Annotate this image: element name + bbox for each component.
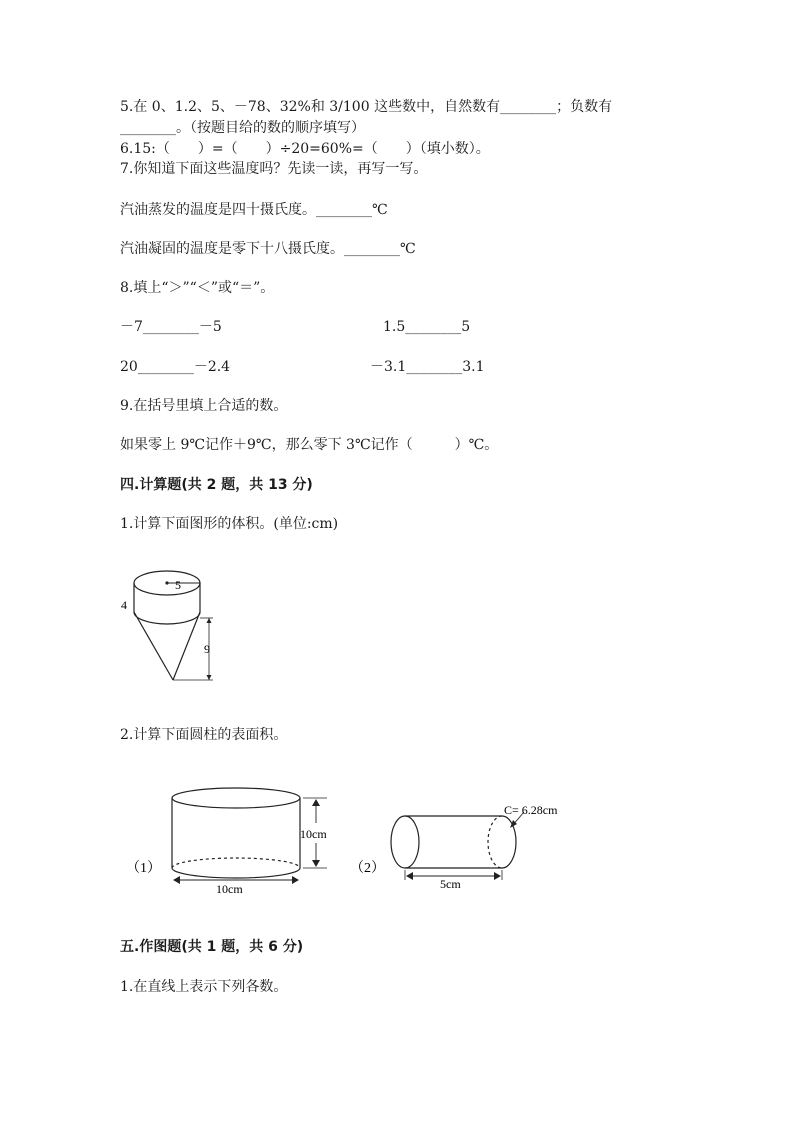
section5-p1: 1.在直线上表示下列各数。	[120, 979, 288, 995]
cylinder-height-label: 4	[121, 598, 127, 612]
section4-p2: 2.计算下面圆柱的表面积。	[120, 727, 288, 743]
q8-question: 8.填上“＞”“＜”或“＝”。	[120, 280, 275, 296]
diameter-label: 10cm	[216, 882, 243, 896]
figure-label-2: （2）	[350, 861, 385, 876]
section4-p1: 1.计算下面图形的体积。(单位:cm)	[120, 516, 339, 532]
q5-line2: ________。（按题目给的数的顺序填写）	[120, 120, 365, 136]
q7-item2: 汽油凝固的温度是零下十八摄氏度。________℃	[120, 241, 416, 257]
figure-label-1: （1）	[126, 861, 161, 876]
cone-height-label: 9	[204, 642, 210, 656]
circumference-label: C= 6.28cm	[504, 803, 558, 817]
cylinders-figure	[120, 780, 580, 900]
section5-title: 五.作图题(共 1 题，共 6 分)	[120, 939, 304, 955]
q6-line: 6.15:（ ）=（ ）÷20=60%=（ ）（填小数）。	[120, 141, 490, 157]
q8-d: －3.1________3.1	[370, 359, 485, 375]
q8-a: －7________－5	[120, 319, 222, 335]
q5-line1: 5.在 0、1.2、5、－78、32%和 3/100 这些数中，自然数有________；负数有	[120, 99, 613, 115]
cylinder-cone-figure	[115, 565, 225, 690]
q7-question: 7.你知道下面这些温度吗？先读一读，再写一写。	[120, 161, 428, 177]
length-label: 5cm	[440, 877, 461, 891]
radius-label: 5	[175, 578, 181, 592]
q8-b: 1.5________5	[383, 319, 471, 335]
q8-c: 20________－2.4	[120, 359, 231, 375]
height-label: 10cm	[300, 827, 327, 841]
section4-title: 四.计算题(共 2 题，共 13 分)	[120, 477, 313, 493]
q7-item1: 汽油蒸发的温度是四十摄氏度。________℃	[120, 202, 388, 218]
q9-question: 9.在括号里填上合适的数。	[120, 398, 288, 414]
q9-line: 如果零上 9℃记作＋9℃，那么零下 3℃记作（ ）℃。	[120, 437, 499, 453]
